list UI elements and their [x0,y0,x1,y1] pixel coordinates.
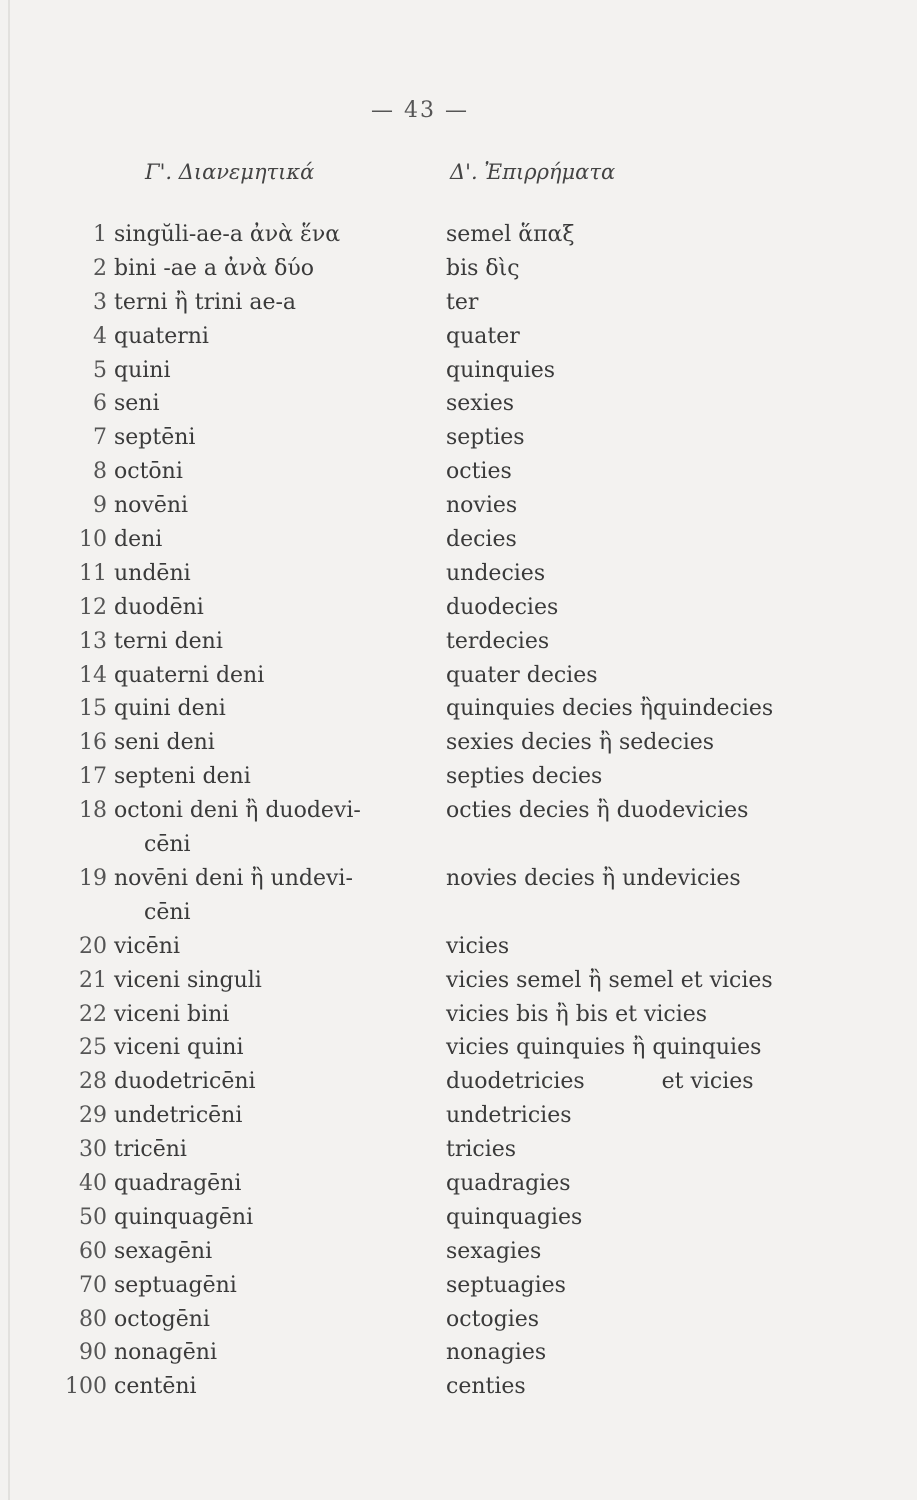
distributive-text: quini [114,357,171,383]
numeral-adverb: nonagies [446,1340,547,1366]
distributive-numeral [114,625,414,659]
row-number: 28 [79,1069,107,1095]
distributive-numeral [114,1099,414,1133]
numeral-adverb: novies [446,493,518,519]
distributive-numeral [114,489,414,523]
distributive-text: nonagēni [114,1340,218,1366]
distributive-text: deni [114,527,163,553]
distributive-numeral [114,659,414,693]
distributive-text: septēni [114,425,196,451]
table-row [0,862,917,930]
distributive-numeral [114,1031,414,1065]
distributive-numeral [114,1167,414,1201]
distributive-text: vicēni [114,933,181,959]
row-number: 2 [93,255,107,281]
row-number: 10 [79,527,107,553]
numeral-adverb: novies decies ἢ undevicies [446,865,741,891]
row-number: 11 [79,560,107,586]
table-row [0,1065,917,1099]
distributive-text: duodetricēni [114,1069,256,1095]
distributive-numeral [114,760,414,794]
table-row [0,726,917,760]
distributive-text: quini deni [114,696,226,722]
distributive-continuation: cēni [144,832,191,858]
row-number: 15 [79,696,107,722]
row-number: 40 [79,1170,107,1196]
row-number: 22 [79,1001,107,1027]
distributive-numeral [114,286,414,320]
numeral-adverb: tricies [446,1137,517,1163]
distributive-text: octogēni [114,1306,210,1332]
row-number: 19 [79,865,107,891]
row-number: 30 [79,1137,107,1163]
numeral-adverb: vicies bis ἢ bis et vicies [446,1001,708,1027]
distributive-text: septeni deni [114,764,251,790]
distributive-numeral [114,421,414,455]
table-row [0,455,917,489]
distributive-text: quaterni [114,323,209,349]
row-number: 21 [79,967,107,993]
row-number: 5 [93,357,107,383]
distributive-numeral [114,998,414,1032]
distributive-numeral [114,726,414,760]
row-number: 6 [93,391,107,417]
row-number: 7 [93,425,107,451]
distributive-numeral [114,794,414,862]
distributive-numeral [114,252,414,286]
numeral-adverb: undecies [446,560,546,586]
numeral-adverb: vicies quinquies ἢ quinquies [446,1035,762,1061]
distributive-text: undēni [114,560,191,586]
numeral-adverb: sexies [446,391,515,417]
distributive-text: octoni deni ἢ duodevi- [114,798,361,824]
distributive-text: tricēni [114,1137,187,1163]
distributive-text: octōni [114,459,183,485]
numeral-adverb: octogies [446,1306,540,1332]
row-number: 100 [65,1374,107,1400]
row-number: 20 [79,933,107,959]
numeral-adverb: vicies [446,933,510,959]
distributive-text: duodēni [114,594,204,620]
distributive-text: sexagēni [114,1238,213,1264]
numeral-adverb: octies decies ἢ duodevicies [446,798,749,824]
distributive-text: seni [114,391,160,417]
numeral-adverb: septies decies [446,764,603,790]
table-row [0,1031,917,1065]
distributive-numeral [114,591,414,625]
distributive-numeral [114,557,414,591]
numeral-adverb: quadragies [446,1170,571,1196]
row-number: 18 [79,798,107,824]
table-row [0,557,917,591]
table-row [0,930,917,964]
row-number: 1 [93,222,107,247]
numeral-adverb: vicies semel ἢ semel et vicies [446,967,773,993]
distributive-numeral [114,523,414,557]
distributive-numeral [114,964,414,998]
numeral-adverb: octies [446,459,512,485]
distributive-text: terni ἢ trini ae-a [114,289,297,315]
numeral-adverb: quater [446,323,520,349]
table-row [0,354,917,388]
row-number: 90 [79,1340,107,1366]
numeral-adverb: sexies decies ἢ sedecies [446,730,715,756]
distributive-text: quaterni deni [114,662,265,688]
distributive-numeral [114,1065,414,1099]
table-row [0,1303,917,1337]
distributive-numeral [114,354,414,388]
table-row [0,252,917,286]
table-row [0,1167,917,1201]
row-number: 17 [79,764,107,790]
row-number: 12 [79,594,107,620]
distributive-numeral [114,387,414,421]
distributive-numeral [114,1133,414,1167]
row-number: 29 [79,1103,107,1129]
distributive-numeral [114,455,414,489]
table-row [0,1269,917,1303]
distributive-numeral [114,218,414,252]
numeral-adverb: quinquagies [446,1204,583,1230]
distributive-text: undetricēni [114,1103,243,1129]
table-row [0,489,917,523]
distributive-text: novēni [114,493,189,519]
numeral-adverb: quater decies [446,662,598,688]
numeral-table [0,218,917,1404]
distributive-text: centēni [114,1374,197,1400]
row-number: 3 [93,289,107,315]
table-row [0,794,917,862]
table-row [0,320,917,354]
table-row [0,692,917,726]
distributive-continuation: cēni [144,899,191,925]
distributive-text: terni deni [114,628,223,654]
row-number: 9 [93,493,107,519]
row-number: 8 [93,459,107,485]
distributive-text: singŭli-ae-a ἀνὰ ἕνα [114,222,341,247]
row-number: 13 [79,628,107,654]
row-number: 16 [79,730,107,756]
distributive-numeral [114,1235,414,1269]
numeral-adverb: septies [446,425,525,451]
row-number: 14 [79,662,107,688]
distributive-numeral [114,862,414,930]
table-row [0,964,917,998]
numeral-adverb: quinquies [446,357,556,383]
distributive-numeral [114,1303,414,1337]
table-row [0,625,917,659]
heading-distributives: Γ'. Διανεμητικά [145,160,315,184]
row-number: 70 [79,1272,107,1298]
distributive-text: viceni bini [114,1001,230,1027]
row-number: 60 [79,1238,107,1264]
distributive-text: quinquagēni [114,1204,254,1230]
numeral-adverb: semel ἅπαξ [446,222,575,247]
distributive-text: viceni singuli [114,967,262,993]
heading-adverbs: Δ'. Ἐπιρρήματα [450,160,616,184]
table-row [0,1235,917,1269]
distributive-numeral [114,1269,414,1303]
numeral-adverb: centies [446,1374,526,1400]
table-row [0,1201,917,1235]
table-row [0,286,917,320]
table-row [0,659,917,693]
table-row [0,1099,917,1133]
numeral-adverb: quinquies decies ἢquindecies [446,696,774,722]
numeral-adverb: septuagies [446,1272,566,1298]
table-row [0,421,917,455]
table-row [0,1336,917,1370]
distributive-numeral [114,1201,414,1235]
distributive-numeral [114,1370,414,1404]
distributive-numeral [114,1336,414,1370]
numeral-adverb: bis δὶς [446,255,520,281]
distributive-numeral [114,692,414,726]
distributive-text: quadragēni [114,1170,242,1196]
distributive-numeral [114,930,414,964]
numeral-adverb: sexagies [446,1238,542,1264]
table-row [0,387,917,421]
row-number: 50 [79,1204,107,1230]
numeral-adverb: duodetricies et vicies [446,1069,754,1095]
numeral-adverb: duodecies [446,594,559,620]
distributive-text: novēni deni ἢ undevi- [114,865,353,891]
table-row [0,760,917,794]
page-number: — 43 — [371,98,469,123]
distributive-text: bini -ae a ἀνὰ δύο [114,255,314,281]
row-number: 80 [79,1306,107,1332]
numeral-adverb: terdecies [446,628,550,654]
distributive-numeral [114,320,414,354]
distributive-text: viceni quini [114,1035,244,1061]
row-number: 25 [79,1035,107,1061]
numeral-adverb: undetricies [446,1103,572,1129]
numeral-adverb: ter [446,289,479,315]
table-row [0,523,917,557]
row-number: 4 [93,323,107,349]
table-row [0,998,917,1032]
table-row [0,1370,917,1404]
table-row [0,1133,917,1167]
distributive-text: septuagēni [114,1272,237,1298]
numeral-adverb: decies [446,527,517,553]
distributive-text: seni deni [114,730,215,756]
table-row [0,218,917,252]
table-row [0,591,917,625]
